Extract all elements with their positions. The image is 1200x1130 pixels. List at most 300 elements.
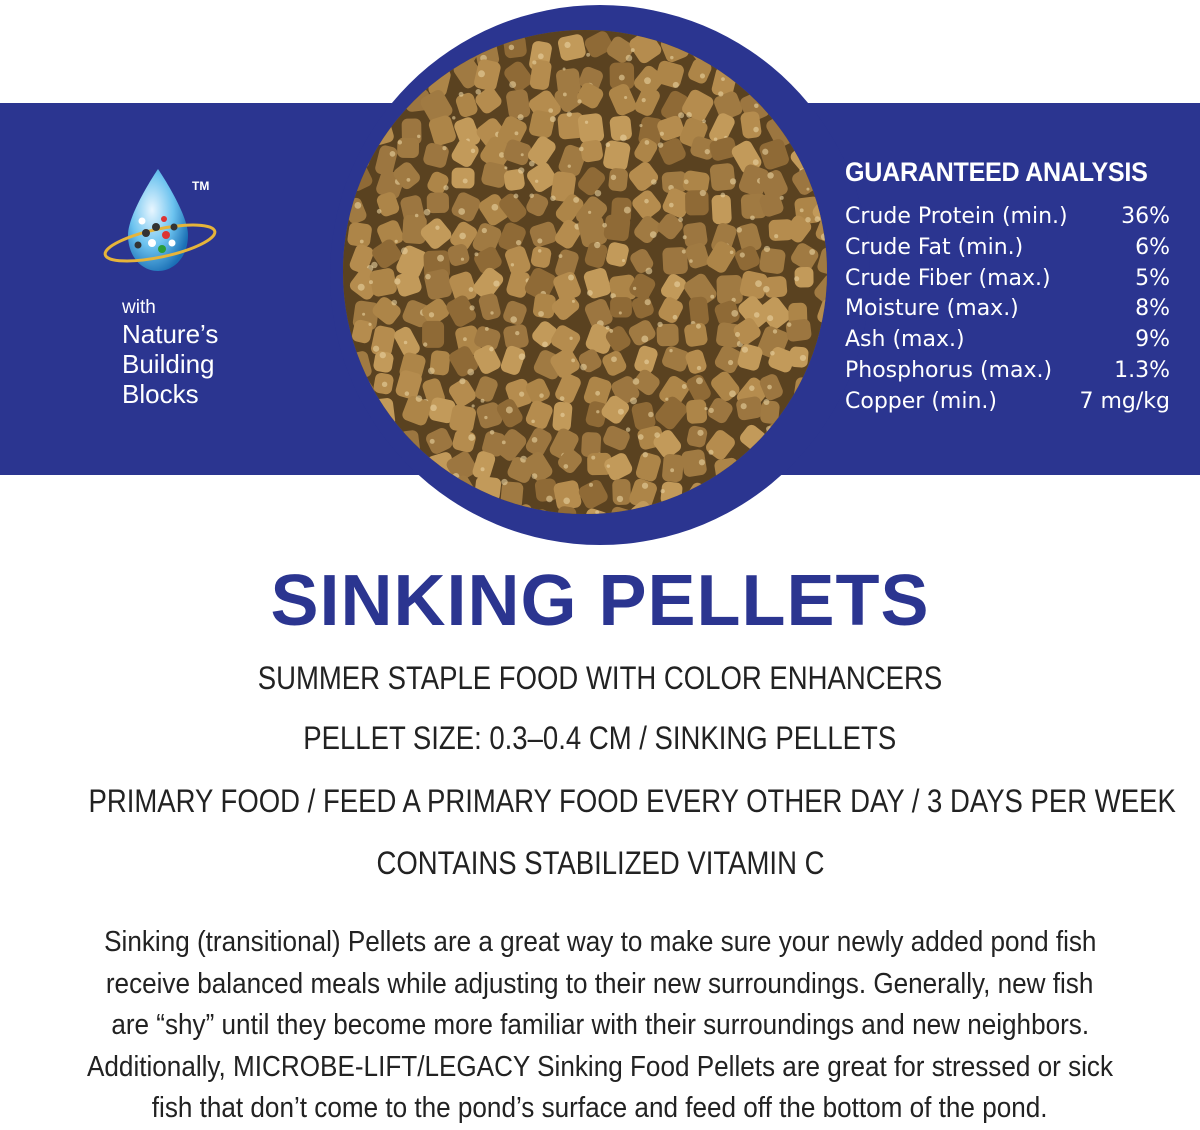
description-line: Sinking (transitional) Pellets are a great way to make sure your newly added pond fish xyxy=(103,926,1097,958)
pellet-speck xyxy=(463,337,467,341)
product-line-text: CONTAINS STABILIZED VITAMIN C xyxy=(375,845,825,881)
pellet-speck xyxy=(794,477,798,481)
logo-line-2: Building xyxy=(122,349,215,379)
pellet-speck xyxy=(674,281,680,287)
pellet-speck xyxy=(645,268,652,275)
pellet xyxy=(818,67,827,92)
pellet-speck xyxy=(670,468,674,472)
pellet-speck xyxy=(537,238,542,243)
pellet-speck xyxy=(606,142,611,147)
analysis-row xyxy=(845,233,1170,264)
pellet-speck xyxy=(506,406,513,413)
pellet-speck xyxy=(764,246,770,252)
pellet-speck xyxy=(516,240,521,245)
pellet-speck xyxy=(602,223,607,228)
logo-line-1: Nature’s xyxy=(122,319,219,349)
pellet-speck xyxy=(606,326,610,330)
pellet xyxy=(427,192,450,213)
pellet-speck xyxy=(586,53,590,57)
pellet-speck xyxy=(591,456,595,460)
pellet-speck xyxy=(755,280,762,287)
analysis-row xyxy=(845,356,1170,387)
pellet-speck xyxy=(683,235,687,239)
pellet-speck xyxy=(626,55,633,62)
pellet-speck xyxy=(484,416,487,419)
pellet-speck xyxy=(538,249,541,252)
pellet-speck xyxy=(568,164,571,167)
pellet-speck xyxy=(784,503,790,509)
pellet-speck xyxy=(452,116,455,119)
pellet-speck xyxy=(648,412,653,417)
pellet-speck xyxy=(741,403,747,409)
pellet xyxy=(502,323,529,350)
pellet-speck xyxy=(682,249,686,253)
pellet-speck xyxy=(780,196,784,200)
pellet-speck xyxy=(762,149,768,155)
pellet-speck xyxy=(806,73,812,79)
pellet xyxy=(711,194,732,224)
pellet-speck xyxy=(587,290,593,296)
logo-with: with xyxy=(122,297,156,318)
pellet-speck xyxy=(568,275,574,281)
pellet-speck xyxy=(633,287,636,290)
pellet-speck xyxy=(442,146,446,150)
pellet-speck xyxy=(489,347,493,351)
analysis-label: Copper (min.) xyxy=(845,388,997,414)
analysis-row xyxy=(845,325,1170,356)
pellet-speck xyxy=(362,313,365,316)
pellet-speck xyxy=(511,263,514,266)
pellet xyxy=(577,113,605,144)
pellet-speck xyxy=(423,342,427,346)
pellet-speck xyxy=(718,91,723,96)
analysis-row xyxy=(845,202,1170,233)
pellet-speck xyxy=(609,329,613,333)
pellet-speck xyxy=(728,360,733,365)
pellet-speck xyxy=(538,311,544,317)
pellet xyxy=(662,454,685,483)
pellet-speck xyxy=(559,254,563,258)
pellet-speck xyxy=(702,119,706,123)
pellet-speck xyxy=(611,356,617,362)
pellet xyxy=(377,64,399,86)
pellet-speck xyxy=(815,216,821,222)
pellet xyxy=(790,471,820,501)
pellet-speck xyxy=(721,77,725,81)
pellet-speck xyxy=(809,249,815,255)
pellet-speck xyxy=(475,89,481,95)
pellet-speck xyxy=(437,255,444,262)
pellet-speck xyxy=(437,39,441,43)
pellets-photo xyxy=(343,30,827,514)
pellet-speck xyxy=(709,408,714,413)
pellet-speck xyxy=(773,60,780,67)
pellet xyxy=(394,475,420,503)
pellet-speck xyxy=(417,135,420,138)
analysis-value: 1.3% xyxy=(1114,357,1170,383)
pellet-speck xyxy=(469,305,474,310)
pellet-speck xyxy=(770,351,775,356)
pellet-speck xyxy=(596,410,599,413)
pellet-speck xyxy=(539,393,544,398)
analysis-row xyxy=(845,264,1170,295)
pellet xyxy=(580,139,604,163)
pellet-speck xyxy=(550,116,556,122)
pellet-speck xyxy=(354,202,361,209)
analysis-label: Moisture (max.) xyxy=(845,296,1019,322)
pellet-speck xyxy=(395,240,398,243)
pellet-speck xyxy=(463,178,468,183)
pellet-speck xyxy=(401,247,408,254)
pellet-speck xyxy=(478,70,485,77)
pellet-speck xyxy=(642,98,646,102)
pellet-speck xyxy=(481,399,485,403)
pellet xyxy=(405,41,429,66)
pellet-speck xyxy=(563,68,566,71)
pellet-speck xyxy=(650,231,657,238)
analysis-row xyxy=(845,294,1170,325)
pellet-speck xyxy=(689,259,693,263)
pellet-speck xyxy=(490,430,495,435)
pellet-speck xyxy=(774,234,778,238)
pellet-speck xyxy=(373,346,379,352)
pellet-speck xyxy=(362,75,366,79)
pellet-speck xyxy=(518,167,524,173)
pellet-speck xyxy=(461,258,464,261)
pellet-speck xyxy=(654,432,660,438)
pellet-speck xyxy=(585,121,588,124)
pellet-speck xyxy=(550,196,555,201)
pellet-speck xyxy=(754,312,760,318)
pellet-speck xyxy=(787,322,791,326)
pellet-speck xyxy=(595,190,602,197)
pellet-speck xyxy=(800,208,804,212)
pellet-speck xyxy=(630,397,637,404)
pellet-speck xyxy=(467,369,474,376)
pellet-speck xyxy=(531,420,535,424)
pellet-speck xyxy=(665,398,668,401)
analysis-value: 5% xyxy=(1135,265,1170,291)
pellet xyxy=(683,322,708,348)
pellet-speck xyxy=(352,499,356,503)
pellet-speck xyxy=(405,391,409,395)
pellet-speck xyxy=(735,332,740,337)
pellet-speck xyxy=(398,140,402,144)
pellet-speck xyxy=(657,322,662,327)
pellet-speck xyxy=(415,214,419,218)
pellet-speck xyxy=(428,367,435,374)
pellet-speck xyxy=(642,483,648,489)
pellet xyxy=(740,111,762,140)
product-line-text: PRIMARY FOOD / FEED A PRIMARY FOOD EVERY OTHER DAY / 3 DAYS PER WEEK xyxy=(88,783,1176,819)
product-line-text: PELLET SIZE: 0.3–0.4 CM / SINKING PELLETS xyxy=(303,720,897,756)
pellet-speck xyxy=(385,499,390,504)
pellet-speck xyxy=(443,185,448,190)
pellet-speck xyxy=(521,153,524,156)
pellet-speck xyxy=(697,430,703,436)
pellet-speck xyxy=(651,179,657,185)
pellet-speck xyxy=(347,93,352,98)
pellet xyxy=(347,222,373,248)
pellet-speck xyxy=(658,142,663,147)
pellet-speck xyxy=(424,209,431,216)
pellet-speck xyxy=(639,124,642,127)
pellet-speck xyxy=(468,434,475,441)
analysis-value: 7 mg/kg xyxy=(1079,388,1170,414)
pellet-speck xyxy=(390,69,396,75)
pellet-speck xyxy=(588,211,591,214)
pellet-speck xyxy=(618,409,624,415)
pellet-speck xyxy=(459,92,464,97)
pellet-speck xyxy=(435,226,439,230)
pellet-speck xyxy=(767,315,773,321)
pellet-speck xyxy=(424,55,430,61)
pellet-speck xyxy=(571,359,575,363)
pellet xyxy=(505,89,531,120)
pellet xyxy=(716,275,743,305)
pellet-speck xyxy=(519,353,526,360)
pellet-speck xyxy=(740,252,745,257)
pellet-speck xyxy=(519,392,524,397)
pellet-speck xyxy=(358,284,365,291)
pellet-speck xyxy=(661,489,665,493)
pellet xyxy=(788,40,813,66)
pellet-speck xyxy=(622,259,625,262)
pellet-speck xyxy=(560,396,565,401)
pellet-speck xyxy=(532,437,538,443)
pellet-speck xyxy=(563,93,567,97)
pellet-speck xyxy=(720,193,725,198)
pellet-speck xyxy=(801,56,805,60)
pellet-speck xyxy=(481,467,485,471)
pellets-illustration xyxy=(343,30,827,514)
pellet-speck xyxy=(619,311,622,314)
pellet-speck xyxy=(704,407,707,410)
analysis-label: Ash (max.) xyxy=(845,327,965,353)
analysis-value: 6% xyxy=(1135,234,1170,260)
pellet-speck xyxy=(624,96,627,99)
pellet-speck xyxy=(416,395,422,401)
pellet-speck xyxy=(644,359,649,364)
pellet-speck xyxy=(589,483,593,487)
pellet-speck xyxy=(731,310,738,317)
pellet-speck xyxy=(641,336,648,343)
pellet xyxy=(757,501,789,514)
pellet xyxy=(448,404,477,434)
pellet-speck xyxy=(394,278,400,284)
pellet-speck xyxy=(806,188,809,191)
description-line: fish that don’t come to the pond’s surface and feed off the bottom of the pond. xyxy=(152,1092,1048,1124)
pellet-speck xyxy=(407,178,411,182)
pellet-speck xyxy=(794,276,799,281)
pellet-speck xyxy=(800,355,806,361)
pellet-speck xyxy=(535,180,538,183)
pellet-speck xyxy=(763,399,769,405)
pellet-speck xyxy=(645,140,650,145)
pellet-speck xyxy=(469,287,474,292)
pellet xyxy=(686,399,708,424)
pellet-speck xyxy=(382,382,387,387)
analysis-label: Crude Fiber (max.) xyxy=(845,265,1051,291)
pellet-speck xyxy=(429,312,434,317)
pellet-speck xyxy=(700,73,705,78)
product-line-feeding xyxy=(0,783,1200,820)
description-line: Additionally, MICROBE-LIFT/LEGACY Sinking Food Pellets are great for stressed or sick xyxy=(87,1050,1114,1083)
pellet-speck xyxy=(390,151,396,157)
pellet-speck xyxy=(391,58,394,61)
pellet xyxy=(396,505,430,514)
pellet-speck xyxy=(563,498,570,505)
pellet-speck xyxy=(821,500,827,507)
pellet xyxy=(346,35,365,65)
pellet-speck xyxy=(529,194,534,199)
pellet-speck xyxy=(644,77,651,84)
analysis-value: 9% xyxy=(1135,327,1170,353)
pellet-speck xyxy=(673,82,679,88)
product-line-summer xyxy=(0,660,1200,697)
pellet-speck xyxy=(818,481,825,488)
pellet-speck xyxy=(472,404,475,407)
analysis-label: Crude Fat (min.) xyxy=(845,234,1024,260)
pellet-speck xyxy=(670,56,673,59)
analysis-label: Phosphorus (max.) xyxy=(845,357,1053,383)
pellet-speck xyxy=(510,316,517,323)
pellet-speck xyxy=(430,404,437,411)
pellet xyxy=(351,477,378,510)
pellet-speck xyxy=(529,161,535,167)
pellet-speck xyxy=(564,42,570,48)
pellet-speck xyxy=(644,199,649,204)
pellet-speck xyxy=(580,364,587,371)
product-line-text: SUMMER STAPLE FOOD WITH COLOR ENHANCERS xyxy=(257,660,943,696)
pellet-speck xyxy=(501,479,507,485)
product-line-vitamin xyxy=(0,845,1200,882)
pellet-speck xyxy=(620,134,627,141)
pellet-speck xyxy=(459,233,466,240)
pellet-speck xyxy=(490,311,493,314)
pellet-speck xyxy=(773,329,777,333)
pellet-speck xyxy=(684,179,689,184)
pellet-speck xyxy=(509,45,514,50)
pellet-speck xyxy=(619,75,625,81)
pellet-speck xyxy=(767,385,772,390)
pellet-speck xyxy=(696,324,701,329)
pellet xyxy=(451,168,474,189)
pellet-speck xyxy=(643,452,648,457)
pellet-speck xyxy=(458,208,465,215)
pellet-speck xyxy=(626,427,631,432)
pellet-speck xyxy=(660,132,664,136)
pellet-speck xyxy=(595,391,600,396)
product-description xyxy=(30,922,1170,1130)
pellet-speck xyxy=(380,352,386,358)
pellet-speck xyxy=(471,149,475,153)
pellet-speck xyxy=(351,499,358,506)
pellet-speck xyxy=(548,108,553,113)
pellet-speck xyxy=(482,228,487,233)
pellet-speck xyxy=(515,131,519,135)
pellet-speck xyxy=(705,149,710,154)
pellet-speck xyxy=(682,384,687,389)
pellet xyxy=(372,475,402,506)
pellet-speck xyxy=(403,74,408,79)
pellet-speck xyxy=(474,252,478,256)
trademark-mark: TM xyxy=(192,179,210,193)
pellet-speck xyxy=(572,300,575,303)
pellet-speck xyxy=(633,378,640,385)
pellet-speck xyxy=(782,65,786,69)
analysis-value: 36% xyxy=(1121,204,1170,229)
pellet-speck xyxy=(579,147,584,152)
pellet-speck xyxy=(407,477,412,482)
analysis-label: Crude Protein (min.) xyxy=(845,204,1068,229)
pellet-speck xyxy=(573,197,579,203)
pellet-speck xyxy=(750,215,755,220)
pellet-speck xyxy=(762,492,765,495)
analysis-row xyxy=(845,387,1170,418)
pellet-speck xyxy=(617,496,623,502)
pellet-speck xyxy=(669,349,672,352)
pellet-speck xyxy=(404,341,408,345)
pellet-speck xyxy=(560,413,564,417)
pellet xyxy=(553,479,583,511)
water-drop-molecule-icon xyxy=(100,165,230,285)
pellet-speck xyxy=(514,194,519,199)
pellet-speck xyxy=(518,114,524,120)
pellet-speck xyxy=(371,262,377,268)
pellet-speck xyxy=(730,178,736,184)
pellet-speck xyxy=(504,166,507,169)
pellet xyxy=(369,267,398,297)
pellet-speck xyxy=(699,459,705,465)
product-title: SINKING PELLETS xyxy=(270,561,930,641)
description-line: receive balanced meals while adjusting to their new surroundings. Generally, new fish xyxy=(106,967,1094,1000)
pellet-speck xyxy=(532,473,538,479)
pellet-speck xyxy=(742,347,748,353)
pellet xyxy=(809,31,827,65)
pellet-speck xyxy=(696,377,703,384)
description-line: are “shy” until they become more familiar with their surroundings and new neighbors. xyxy=(111,1009,1089,1041)
pellet-speck xyxy=(493,280,499,286)
pellet xyxy=(351,499,379,514)
pellet xyxy=(368,499,398,514)
pellet-speck xyxy=(569,337,572,340)
pellet-speck xyxy=(826,54,827,61)
pellet-speck xyxy=(538,53,544,59)
pellet-speck xyxy=(577,99,581,103)
pellet-speck xyxy=(459,378,465,384)
pellet-speck xyxy=(485,327,489,331)
pellet-speck xyxy=(749,385,755,391)
pellet-speck xyxy=(542,342,548,348)
pellet-speck xyxy=(673,315,678,320)
pellet-speck xyxy=(763,286,770,293)
product-line-pellet-size xyxy=(0,720,1200,757)
pellet-speck xyxy=(611,175,616,180)
pellet-speck xyxy=(369,280,373,284)
pellet-speck xyxy=(360,240,364,244)
pellet-speck xyxy=(430,439,435,444)
pellet-speck xyxy=(686,112,692,118)
pellet-speck xyxy=(564,464,569,469)
pellet-speck xyxy=(502,440,506,444)
pellet-speck xyxy=(594,242,600,248)
pellet xyxy=(709,163,736,192)
pellet-speck xyxy=(350,54,356,60)
pellet xyxy=(603,214,631,242)
pellet-speck xyxy=(425,274,431,280)
pellet-speck xyxy=(546,496,553,503)
